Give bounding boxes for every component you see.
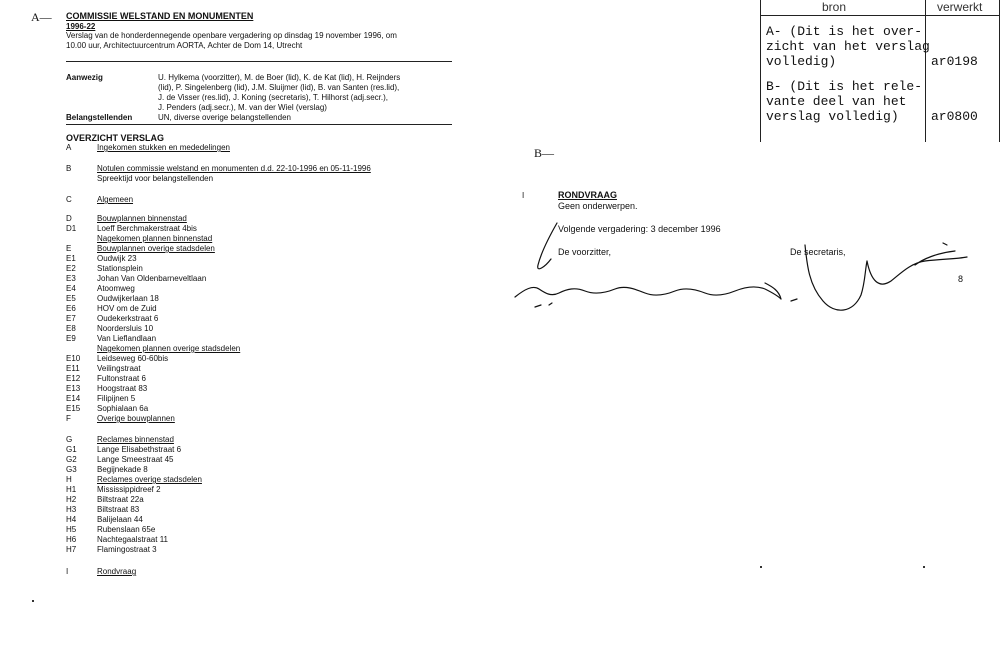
item-text: Biltstraat 83 — [97, 505, 140, 514]
speck — [32, 600, 34, 602]
item-code: E4 — [66, 284, 76, 293]
item-text: Bouwplannen binnenstad — [97, 214, 187, 223]
item-code: H2 — [66, 495, 77, 504]
item-code: E11 — [66, 364, 80, 373]
interested-label: Belangstellenden — [66, 113, 133, 122]
next-meeting: Volgende vergadering: 3 december 1996 — [558, 224, 721, 234]
item-text: Atoomweg — [97, 284, 135, 293]
speck — [760, 566, 762, 568]
table-row-b-line-2: vante deel van het — [766, 94, 907, 109]
item-text: Flamingostraat 3 — [97, 545, 157, 554]
present-line-3: J. de Visser (res.lid), J. Koning (secretaris), T. Hilhorst (adj.secr.), — [158, 93, 388, 102]
item-code: E5 — [66, 294, 76, 303]
item-text: Sophialaan 6a — [97, 404, 149, 413]
table-header-divider — [760, 15, 1000, 16]
rondvraag-text: Geen onderwerpen. — [558, 201, 638, 211]
table-header-bron: bron — [822, 0, 847, 14]
item-text: Begijnekade 8 — [97, 465, 148, 474]
table-row-a-line-1: A- (Dit is het over- — [766, 24, 923, 39]
table-mid-border — [925, 0, 926, 142]
rondvraag-heading: RONDVRAAG — [558, 190, 618, 200]
item-text: Nachtegaalstraat 11 — [97, 535, 169, 544]
page-number: 8 — [958, 274, 964, 284]
item-text: Biltstraat 22a — [97, 495, 144, 504]
item-code: I — [66, 567, 69, 576]
present-line-2: (lid), P. Singelenberg (lid), J.M. Sluijmer (lid), B. van Santen (res.lid), — [158, 83, 400, 92]
item-text: Overige bouwplannen — [97, 414, 175, 423]
item-code: H1 — [66, 485, 77, 494]
intro-line-1: Verslag van de honderdennegende openbare vergadering op dinsdag 19 november 1996, om — [66, 31, 397, 40]
present-line-1: U. Hylkema (voorzitter), M. de Boer (lid), K. de Kat (lid), H. Reijnders — [158, 73, 401, 82]
item-text: Lange Smeestraat 45 — [97, 455, 174, 464]
secretary-label: De secretaris, — [790, 247, 846, 257]
item-code: F — [66, 414, 71, 423]
overview-heading: OVERZICHT VERSLAG — [66, 133, 165, 143]
section-marker-b: B— — [534, 146, 555, 160]
rondvraag-code: I — [522, 191, 525, 200]
item-code: E2 — [66, 264, 76, 273]
item-code: H6 — [66, 535, 77, 544]
item-code: G3 — [66, 465, 77, 474]
speck — [923, 566, 925, 568]
item-code: H3 — [66, 505, 77, 514]
item-code: B — [66, 164, 72, 173]
item-text: Lange Elisabethstraat 6 — [97, 445, 182, 454]
item-text: Stationsplein — [97, 264, 143, 273]
intro-line-2: 10.00 uur, Architectuurcentrum AORTA, Achter de Dom 14, Utrecht — [66, 41, 303, 50]
item-code: H4 — [66, 515, 77, 524]
item-text: Reclames overige stadsdelen — [97, 475, 202, 484]
item-code: E6 — [66, 304, 76, 313]
item-code: E15 — [66, 404, 81, 413]
item-code: H7 — [66, 545, 77, 554]
item-text: Nagekomen plannen binnenstad — [97, 234, 213, 243]
item-text: HOV om de Zuid — [97, 304, 157, 313]
table-header-verwerkt: verwerkt — [937, 0, 983, 14]
section-marker-a: A— — [31, 10, 52, 24]
item-text: Balijelaan 44 — [97, 515, 143, 524]
chairman-signature — [515, 223, 781, 299]
item-code: E10 — [66, 354, 81, 363]
item-text: Rubenslaan 65e — [97, 525, 156, 534]
item-code: D — [66, 214, 72, 223]
item-code: G1 — [66, 445, 77, 454]
present-label: Aanwezig — [66, 73, 103, 82]
item-text: Ingekomen stukken en mededelingen — [97, 143, 230, 152]
item-code: E7 — [66, 314, 76, 323]
item-code: C — [66, 195, 72, 204]
item-code: E3 — [66, 274, 76, 283]
item-text: Oudwijkerlaan 18 — [97, 294, 159, 303]
item-code: E1 — [66, 254, 76, 263]
item-text: Leidseweg 60-60bis — [97, 354, 169, 363]
item-text: Filipijnen 5 — [97, 394, 136, 403]
table-row-b-line-1: B- (Dit is het rele- — [766, 79, 923, 94]
item-code: E12 — [66, 374, 81, 383]
document-number: 1996-22 — [66, 22, 96, 31]
item-text: Nagekomen plannen overige stadsdelen — [97, 344, 241, 353]
item-text: Rondvraag — [97, 567, 137, 576]
table-row-b-code: ar0800 — [931, 109, 978, 124]
item-text: Oudwijk 23 — [97, 254, 137, 263]
present-line-4: J. Penders (adj.secr.), M. van der Wiel (verslag) — [158, 103, 327, 112]
item-text: Noordersluis 10 — [97, 324, 154, 333]
item-text: Reclames binnenstad — [97, 435, 174, 444]
item-text: Mississippidreef 2 — [97, 485, 161, 494]
item-code: G — [66, 435, 73, 444]
item-text: Spreektijd voor belangstellenden — [97, 174, 214, 183]
chairman-label: De voorzitter, — [558, 247, 612, 257]
item-code: E8 — [66, 324, 76, 333]
item-text: Johan Van Oldenbarneveltlaan — [97, 274, 207, 283]
item-text: Veilingstraat — [97, 364, 141, 373]
item-text: Oudekerkstraat 6 — [97, 314, 159, 323]
secretary-signature — [791, 245, 967, 310]
bottom-divider — [66, 124, 452, 125]
item-code: D1 — [66, 224, 77, 233]
item-text: Algemeen — [97, 195, 134, 204]
item-code: H — [66, 475, 72, 484]
item-text: Notulen commissie welstand en monumenten d.d. 22-10-1996 en 05-11-1996 — [97, 164, 371, 173]
item-code: G2 — [66, 455, 77, 464]
table-row-b-line-3: verslag volledig) — [766, 109, 899, 124]
item-text: Bouwplannen overige stadsdelen — [97, 244, 215, 253]
document-title: COMMISSIE WELSTAND EN MONUMENTEN — [66, 11, 254, 21]
item-text: Hoogstraat 83 — [97, 384, 148, 393]
table-row-a-code: ar0198 — [931, 54, 978, 69]
table-row-a-line-3: volledig) — [766, 54, 837, 69]
table-row-a-line-2: zicht van het verslag — [766, 39, 930, 54]
top-divider — [66, 61, 452, 62]
item-code: E13 — [66, 384, 81, 393]
item-text: Fultonstraat 6 — [97, 374, 146, 383]
item-code: E — [66, 244, 72, 253]
interested-value: UN, diverse overige belangstellenden — [158, 113, 291, 122]
item-code: E14 — [66, 394, 81, 403]
item-text: Van Lieflandlaan — [97, 334, 157, 343]
item-code: E9 — [66, 334, 76, 343]
signatures — [505, 215, 975, 320]
item-code: H5 — [66, 525, 77, 534]
table-left-border — [760, 0, 761, 142]
item-text: Loeff Berchmakerstraat 4bis — [97, 224, 197, 233]
item-code: A — [66, 143, 72, 152]
